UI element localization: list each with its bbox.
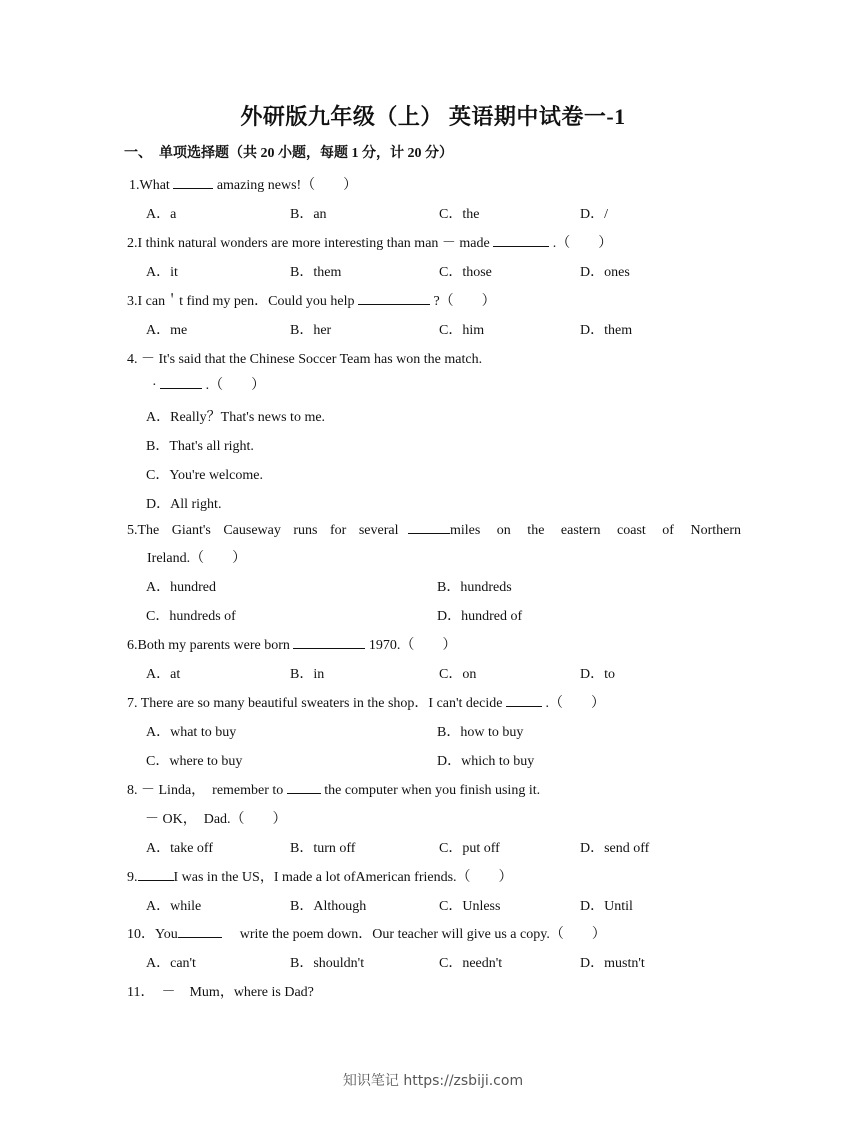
option-a: A．Really？That's news to me. [146, 410, 326, 425]
option-b: B．shouldn't [290, 956, 365, 971]
option-a: A．it [146, 265, 178, 280]
question-4-stem-end: .（ ） [205, 378, 266, 393]
option-d: D．Until [580, 899, 633, 914]
option-d: D．All right. [146, 497, 222, 512]
question-7-stem: 7. There are so many beautiful sweaters in the shop．I can't decide [127, 696, 503, 711]
section-heading: 一、 单项选择题（共 20 小题，每题 1 分，计 20 分） [124, 146, 453, 161]
option-a: A．take off [146, 841, 213, 856]
option-a: A．hundred [146, 580, 216, 595]
question-6-stem-end: 1970.（ ） [368, 638, 457, 653]
question-7 [127, 692, 605, 712]
question-1-stem-end: amazing news!（ ） [216, 178, 358, 193]
answer-blank [493, 234, 549, 247]
question-4-reply [152, 374, 265, 394]
question-7-stem-end: .（ ） [545, 696, 605, 711]
option-d: D．them [580, 323, 633, 338]
question-3 [127, 290, 496, 310]
option-d: D．which to buy [437, 754, 535, 769]
question-1-stem: 1.What [129, 178, 170, 193]
answer-blank [178, 925, 222, 938]
question-10 [127, 923, 606, 943]
option-a: A．a [146, 207, 177, 222]
question-1 [129, 174, 357, 194]
question-2 [127, 232, 612, 252]
answer-blank [506, 694, 542, 707]
option-b: B．an [290, 207, 327, 222]
question-6 [127, 634, 456, 654]
option-a: A．what to buy [146, 725, 237, 740]
question-3-stem: 3.I can＇t find my pen．Could you help [127, 294, 355, 309]
option-d: D．hundred of [437, 609, 523, 624]
question-2-stem: 2.I think natural wonders are more interesting than man － made [127, 236, 490, 251]
option-b: B．in [290, 667, 325, 682]
option-b: B．hundreds [437, 580, 512, 595]
option-c: C．Unless [439, 899, 501, 914]
question-8-reply: － OK， Dad.（ ） [145, 812, 287, 827]
question-6-stem: 6.Both my parents were born [127, 638, 290, 653]
question-11-stem: 11． － Mum，where is Dad? [127, 985, 314, 1000]
question-4-stem: 4. － It's said that the Chinese Soccer Team has won the match. [127, 352, 483, 367]
answer-blank [173, 176, 213, 189]
answer-blank [138, 868, 174, 881]
option-d: D．mustn't [580, 956, 645, 971]
option-b: B．Although [290, 899, 367, 914]
option-a: A．can't [146, 956, 196, 971]
option-c: C．put off [439, 841, 500, 856]
option-c: C．hundreds of [146, 609, 236, 624]
question-8-stem-cont: the computer when you finish using it. [324, 783, 541, 798]
answer-blank [293, 636, 365, 649]
question-5-line-2: Ireland.（ ） [147, 551, 247, 566]
answer-blank [287, 781, 321, 794]
option-c: C．needn't [439, 956, 503, 971]
question-9 [127, 866, 513, 886]
option-b: B．how to buy [437, 725, 524, 740]
option-d: D．send off [580, 841, 650, 856]
option-c: C．where to buy [146, 754, 243, 769]
option-b: B．turn off [290, 841, 356, 856]
option-a: A．at [146, 667, 181, 682]
answer-blank [160, 376, 202, 389]
option-d: D．ones [580, 265, 630, 280]
question-10-stem: 10．You [127, 927, 178, 942]
option-c: C．the [439, 207, 480, 222]
option-a: A．me [146, 323, 188, 338]
option-c: C．him [439, 323, 485, 338]
answer-blank [358, 292, 430, 305]
option-b: B．them [290, 265, 342, 280]
dialogue-dot: · [152, 378, 157, 393]
question-5-stem: 5.The Giant's Causeway runs for several [127, 523, 399, 538]
option-b: B．That's all right. [146, 439, 254, 454]
option-b: B．her [290, 323, 332, 338]
question-3-stem-end: ?（ ） [433, 294, 496, 309]
answer-blank [408, 521, 450, 534]
option-d: D．to [580, 667, 615, 682]
question-8 [127, 779, 540, 799]
question-9-number: 9. [127, 870, 138, 885]
question-5-stem-cont: miles on the eastern coast of Northern [449, 523, 742, 538]
question-5-line-1 [127, 521, 741, 539]
footer-watermark: 知识笔记 https://zsbiji.com [342, 1073, 524, 1089]
page-title: 外研版九年级（上） 英语期中试卷一-1 [240, 104, 626, 129]
option-d: D．/ [580, 207, 608, 222]
question-2-stem-end: .（ ） [552, 236, 613, 251]
question-10-stem-end: write the poem down．Our teacher will give us a copy.（ ） [239, 927, 606, 942]
option-c: C．You're welcome. [146, 468, 263, 483]
question-9-stem: I was in the US，I made a lot ofAmerican friends.（ ） [173, 870, 513, 885]
option-c: C．those [439, 265, 492, 280]
option-a: A．while [146, 899, 202, 914]
option-c: C．on [439, 667, 477, 682]
question-8-stem: 8. － Linda， remember to [127, 783, 284, 798]
